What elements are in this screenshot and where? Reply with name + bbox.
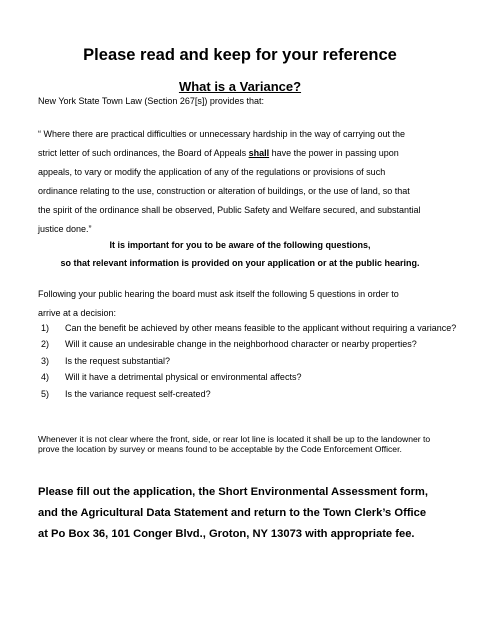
lot-line-note: Whenever it is not clear where the front, side, or rear lot line is located it shall be up to the landowner to prove the location by survey or means found to be acceptable by the Code Enforcement Officer. — [38, 434, 431, 454]
question-item — [38, 386, 458, 402]
question-item — [38, 369, 458, 385]
question-item — [38, 353, 458, 369]
quote-line: the spirit of the ordinance shall be observed, Public Safety and Welfare secured, and substantial — [38, 205, 421, 215]
question-text: Is the request substantial? — [65, 355, 171, 366]
quote-line: “ Where there are practical difficulties or unnecessary hardship in the way of carrying out the — [38, 129, 406, 139]
question-text: Will it have a detrimental physical or environmental affects? — [65, 372, 302, 383]
question-number: 1) — [41, 323, 50, 333]
quote-line: justice done.” — [38, 224, 92, 234]
question-text: Is the variance request self-created? — [65, 388, 211, 399]
quote-text: have the power in passing upon — [269, 148, 399, 158]
question-item — [38, 320, 458, 336]
closing-instructions — [38, 482, 458, 545]
page-title: Please read and keep for your reference — [83, 46, 397, 64]
quote-line: appeals, to vary or modify the application of any of the regulations or provisions of such — [38, 167, 386, 177]
hearing-intro-line: Following your public hearing the board must ask itself the following 5 questions in order to — [38, 289, 399, 299]
question-text: Can the benefit be achieved by other means feasible to the applicant without requiring a variance? — [65, 323, 457, 333]
questions-list — [38, 320, 458, 402]
quote-text: strict letter of such ordinances, the Board of Appeals — [38, 148, 249, 158]
question-number: 4) — [41, 372, 50, 383]
hearing-intro — [38, 285, 399, 323]
question-number: 3) — [41, 355, 50, 366]
law-quote — [38, 125, 442, 239]
question-number: 2) — [41, 339, 50, 350]
question-text: Will it cause an undesirable change in the neighborhood character or nearby properties? — [65, 339, 417, 350]
quote-line — [38, 144, 442, 163]
question-number: 5) — [41, 388, 50, 399]
important-notice-line-2: so that relevant information is provided on your application or at the public hearing. — [60, 258, 420, 268]
question-item — [38, 336, 458, 352]
hearing-intro-line: arrive at a decision: — [38, 308, 117, 318]
closing-line: Please fill out the application, the Short Environmental Assessment form, — [38, 486, 428, 498]
important-notice-line-1: It is important for you to be aware of the following questions, — [109, 240, 371, 250]
shall-emphasis: shall — [248, 148, 270, 158]
law-intro: New York State Town Law (Section 267[s]) provides that: — [38, 96, 264, 106]
quote-line: ordinance relating to the use, construction or alteration of buildings, or the use of land, so that — [38, 186, 410, 196]
closing-line: and the Agricultural Data Statement and return to the Town Clerk’s Office — [38, 507, 427, 519]
section-heading: What is a Variance? — [178, 79, 302, 94]
closing-line: at Po Box 36, 101 Conger Blvd., Groton, NY 13073 with appropriate fee. — [38, 528, 415, 540]
